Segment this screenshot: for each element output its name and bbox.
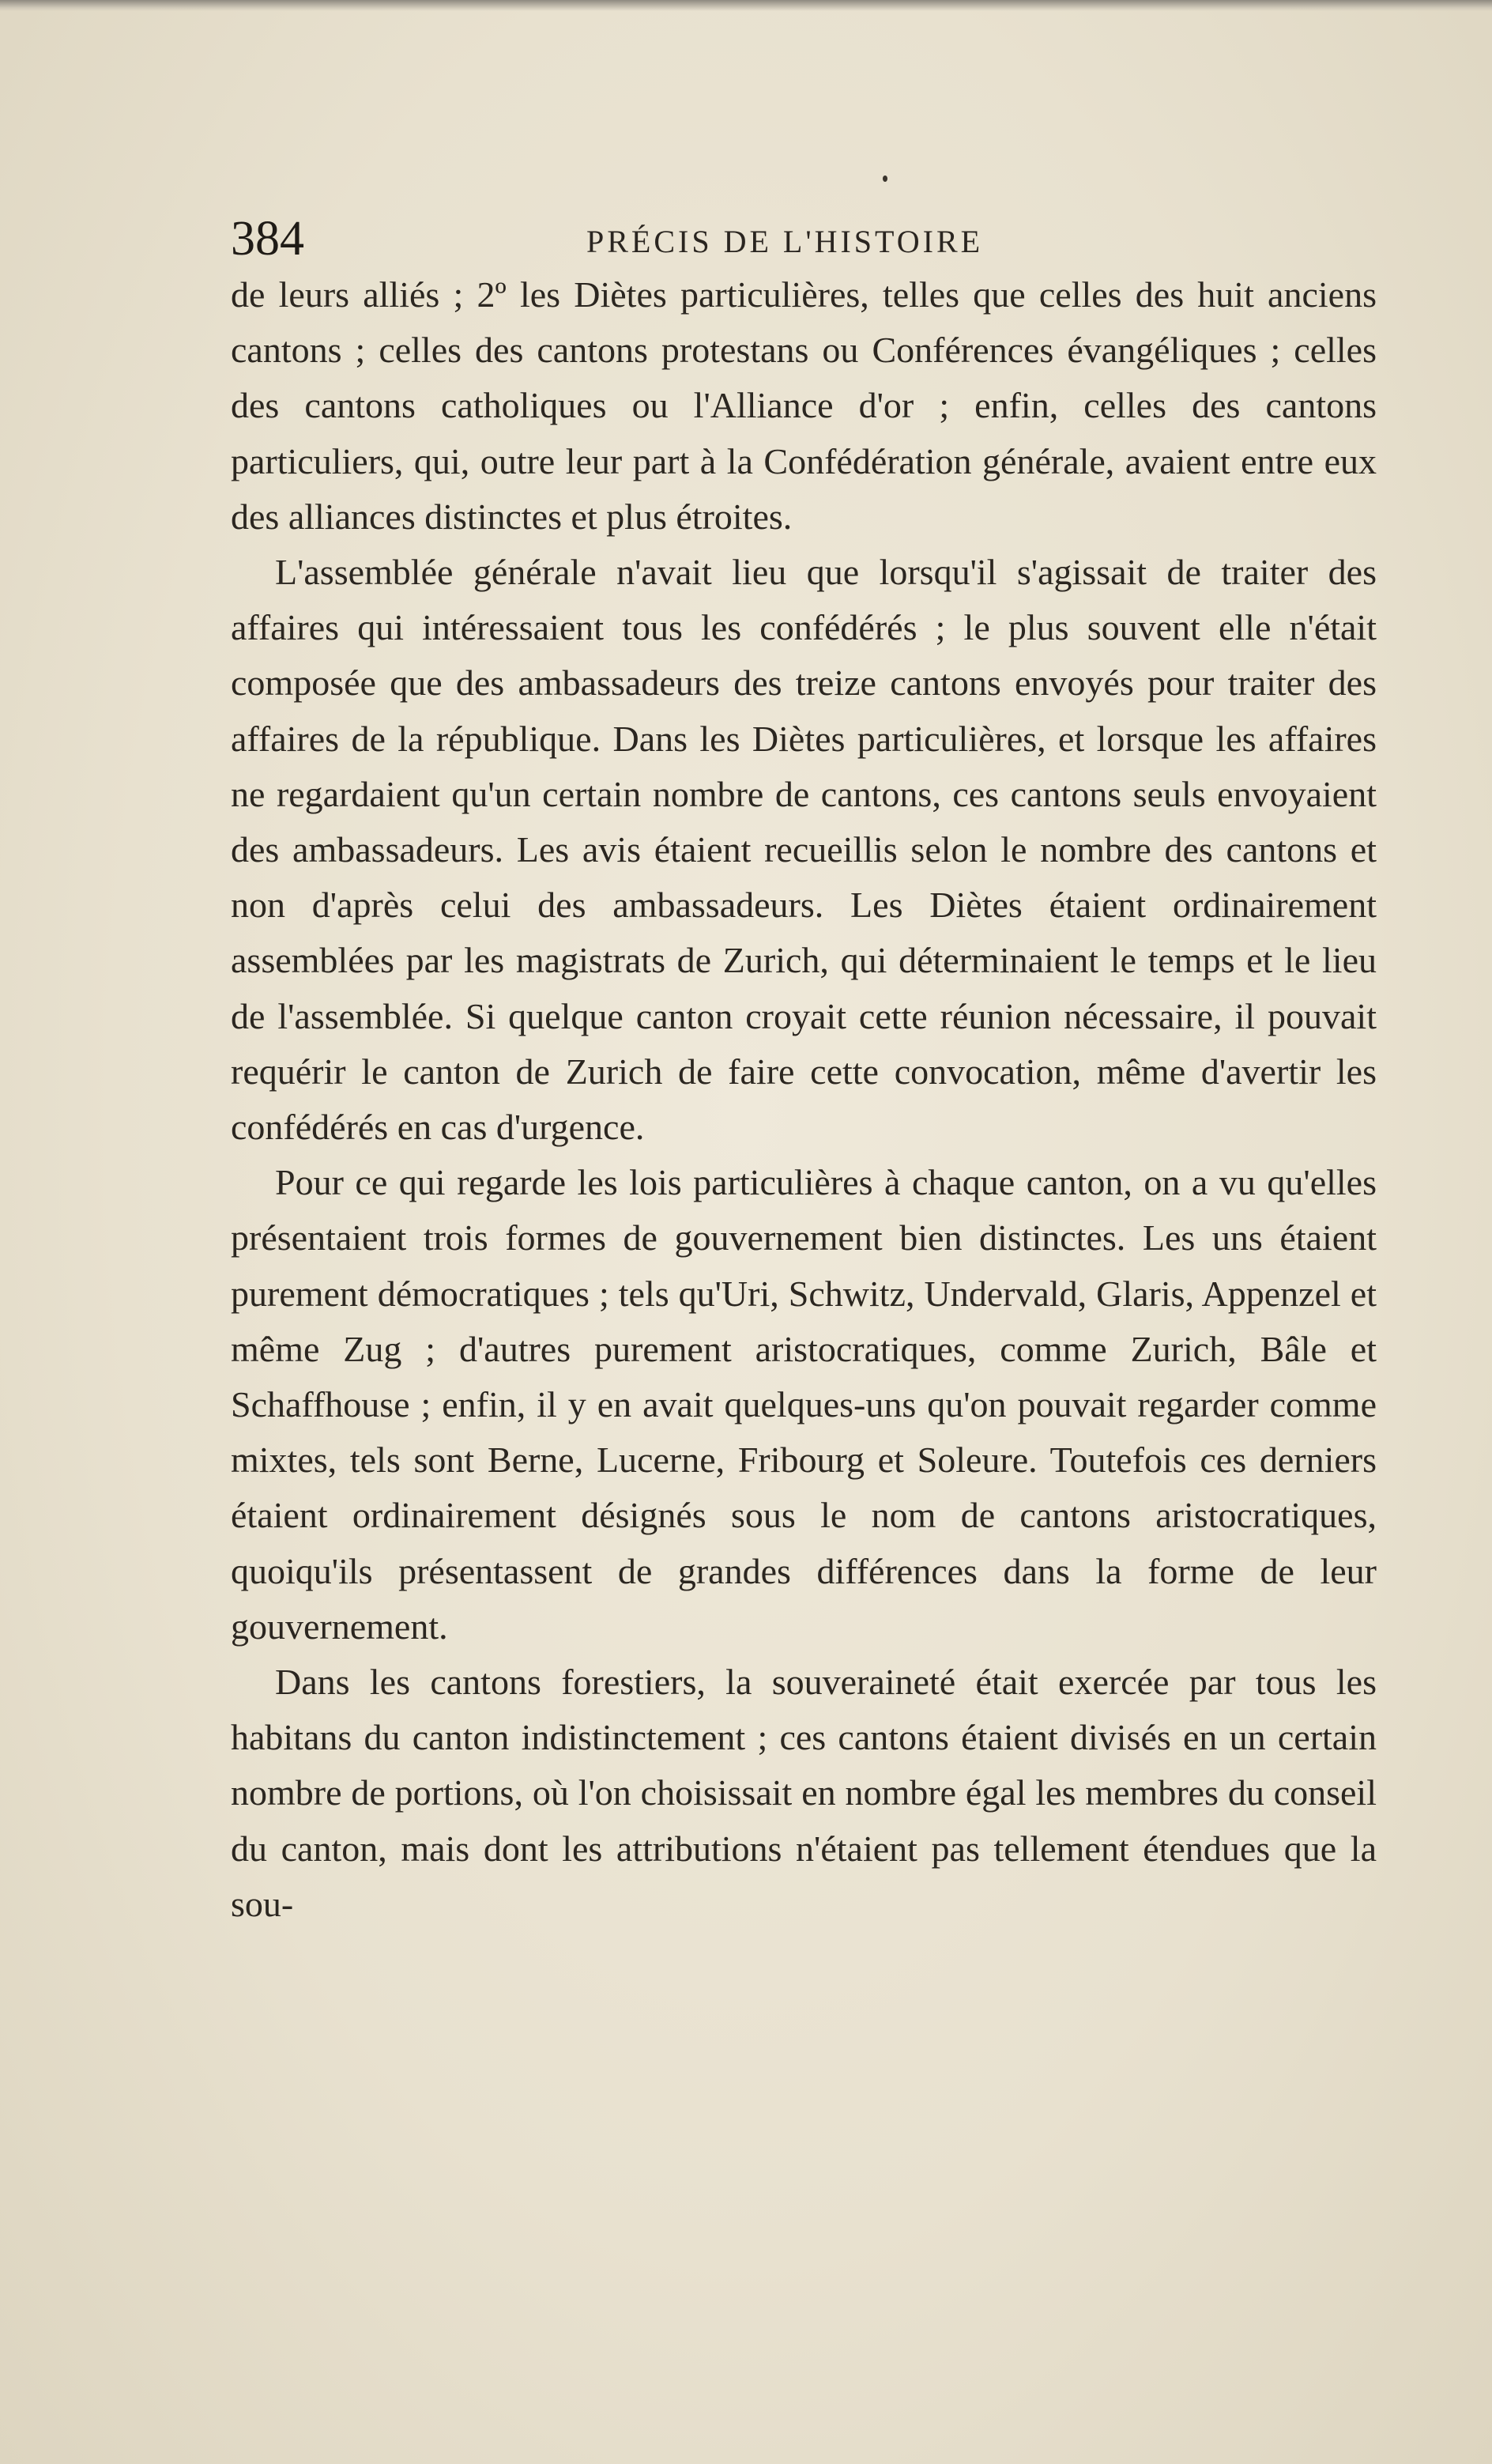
paragraph-forest-cantons: Dans les cantons forestiers, la souveraineté était exercée par tous les habitans du canton indistinctement ; ces cantons étaient divisés en un certain nombre de portions, où l'on choisissait en nombre égal les membres du conseil du canton, mais dont les attributions n'étaient pas tellement étendues que la sou- [231, 1662, 1377, 1924]
paragraph-continued: de leurs alliés ; 2º les Diètes particulières, telles que celles des huit anciens cantons ; celles des cantons protestans ou Conférences évangéliques ; celles des cantons catholiques ou l'Alliance d'or ; enfin, celles des cantons particuliers, qui, outre leur part à la Confédération générale, avaient entre eux des alliances distinctes et plus étroites. [231, 274, 1377, 537]
paragraph-general-assembly: L'assemblée générale n'avait lieu que lorsqu'il s'agissait de traiter des affaires qui intéressaient tous les confédérés ; le plus souvent elle n'était composée que des ambassadeurs des treize cantons envoyés pour traiter des affaires de la république. Dans les Diètes particulières, et lorsque les affaires ne regardaient qu'un certain nombre de cantons, ces cantons seuls envoyaient des ambassadeurs. Les avis étaient recueillis selon le nombre des cantons et non d'après celui des ambassadeurs. Les Diètes étaient ordinairement assemblées par les magistrats de Zurich, qui déterminaient le temps et le lieu de l'assemblée. Si quelque canton croyait cette réunion nécessaire, il pouvait requérir le canton de Zurich de faire cette convocation, même d'avertir les confédérés en cas d'urgence. [231, 552, 1377, 1148]
body-text [231, 267, 1377, 1932]
running-title: PRÉCIS DE L'HISTOIRE [586, 224, 984, 259]
ink-speck [883, 175, 887, 182]
page-number: 384 [231, 212, 304, 266]
paragraph-canton-laws: Pour ce qui regarde les lois particulières à chaque canton, on a vu qu'elles présentaient trois formes de gouvernement bien distinctes. Les uns étaient purement démocratiques ; tels qu'Uri, Schwitz, Undervald, Glaris, Appenzel et même Zug ; d'autres purement aristocratiques, comme Zurich, Bâle et Schaffhouse ; enfin, il y en avait quelques-uns qu'on pouvait regarder comme mixtes, tels sont Berne, Lucerne, Fribourg et Soleure. Toutefois ces derniers étaient ordinairement désignés sous le nom de cantons aristocratiques, quoiqu'ils présentassent de grandes différences dans la forme de leur gouvernement. [231, 1162, 1377, 1647]
page-top-edge [0, 0, 1492, 11]
